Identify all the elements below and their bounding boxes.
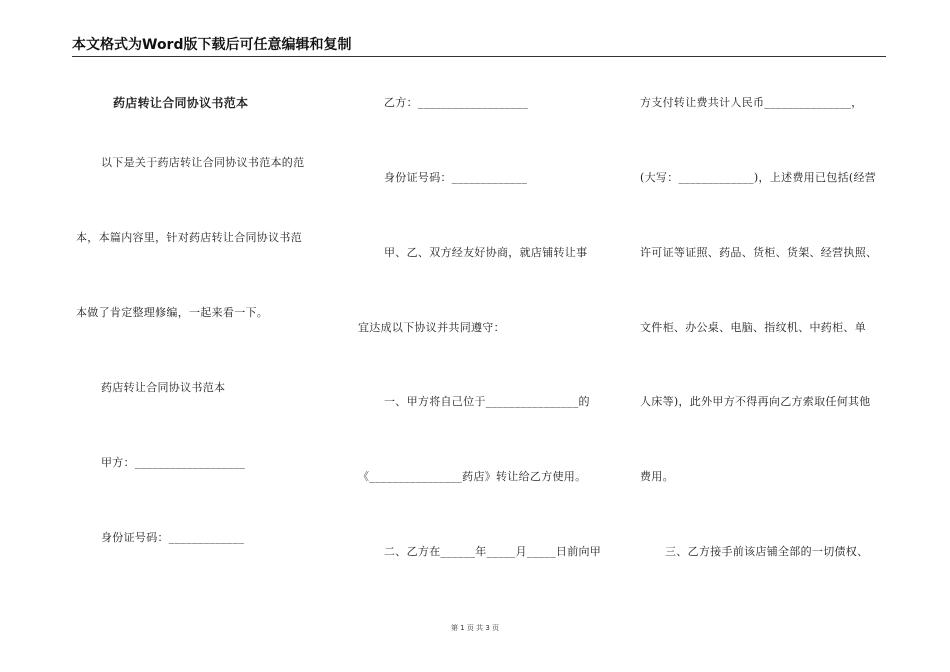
text-line-c2-5: 《________________药店》转让给乙方使用。 (358, 470, 587, 483)
text-line-c3-3: 文件柜、办公桌、电脑、指纹机、中药柜、单 (640, 321, 866, 334)
text-line-c3-0: 方支付转让费共计人民币_______________， (640, 96, 863, 109)
text-line-c1-4: 药店转让合同协议书范本 (101, 381, 226, 394)
text-line-c3-2: 许可证等证照、药品、货柜、货架、经营执照、 (640, 246, 878, 259)
text-line-c3-6: 三、乙方接手前该店铺全部的一切债权、 (665, 545, 869, 558)
page-footer: 第 1 页 共 3 页 (450, 624, 500, 632)
text-line-c1-2: 本，本篇内容里，针对药店转让合同协议书范 (76, 231, 302, 244)
text-line-c3-1: (大写：_____________)，上述费用已包括(经营 (640, 171, 877, 184)
text-line-c3-5: 费用。 (640, 470, 674, 483)
text-line-c1-6: 身份证号码：_____________ (101, 531, 245, 544)
text-line-c1-3: 本做了肯定整理修编，一起来看一下。 (76, 306, 269, 319)
text-line-c3-4: 人床等)，此外甲方不得再向乙方索取任何其他 (640, 395, 871, 408)
text-line-c2-3: 宜达成以下协议并共同遵守： (358, 321, 505, 334)
document-banner: 本文格式为Word版下载后可任意编辑和复制 (72, 34, 886, 57)
text-line-c1-1: 以下是关于药店转让合同协议书范本的范 (101, 156, 305, 169)
text-line-c2-1: 身份证号码：_____________ (384, 171, 528, 184)
doc-title-c1-0: 药店转让合同协议书范本 (113, 96, 249, 110)
text-line-c2-0: 乙方：___________________ (384, 96, 529, 109)
text-line-c2-4: 一、甲方将自己位于________________的 (384, 395, 590, 408)
text-line-c1-5: 甲方：___________________ (101, 456, 246, 469)
text-line-c2-6: 二、乙方在______年_____月_____日前向甲 (384, 545, 602, 558)
text-line-c2-2: 甲、乙、双方经友好协商，就店铺转让事 (384, 246, 588, 259)
